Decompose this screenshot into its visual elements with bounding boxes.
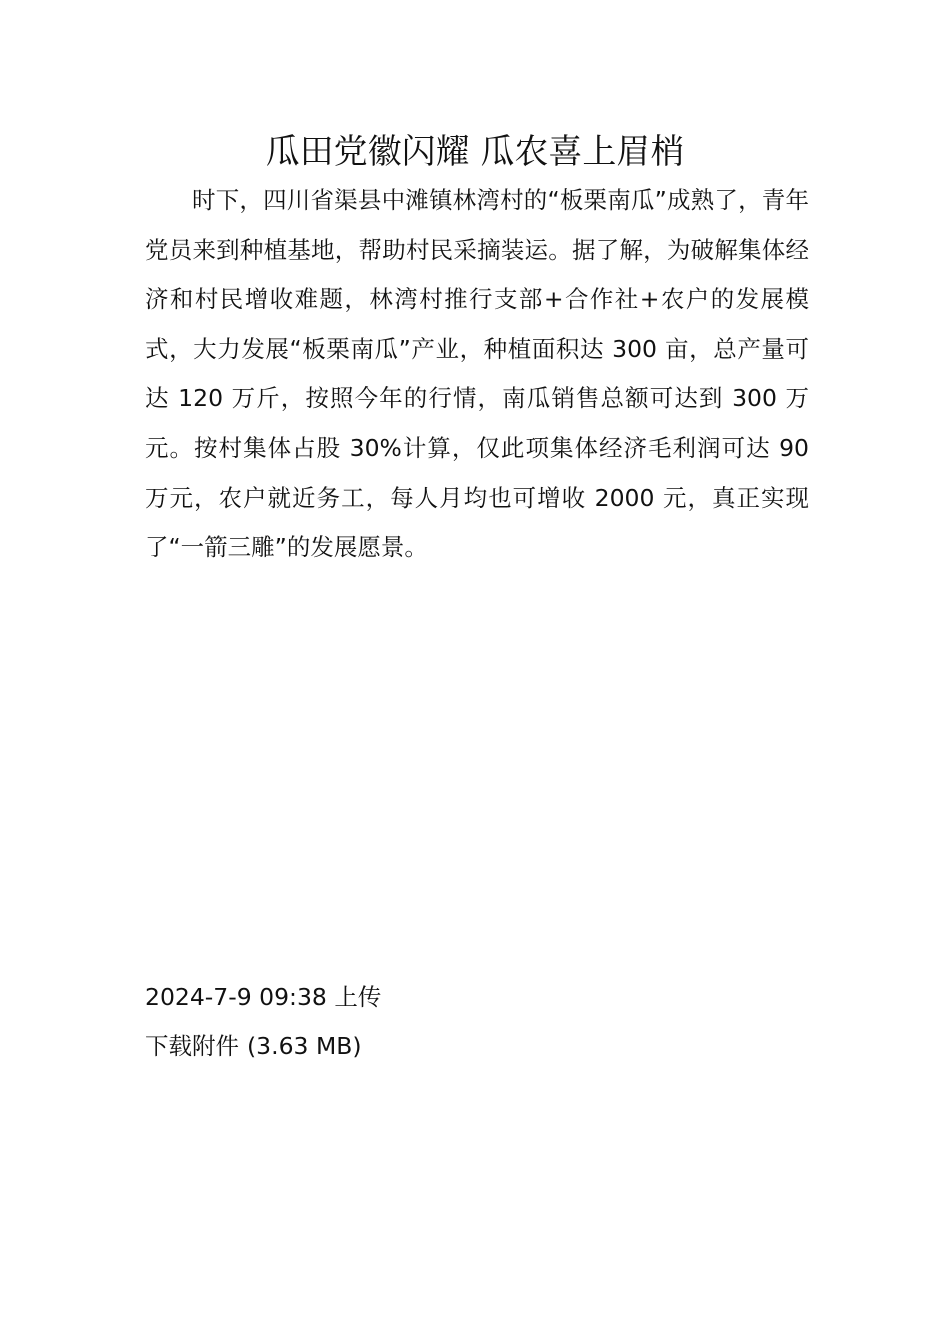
article-title: 瓜田党徽闪耀 瓜农喜上眉梢 <box>265 132 685 172</box>
download-attachment-link[interactable] <box>145 1025 362 1067</box>
upload-timestamp: 2024-7-9 09:38 上传 <box>145 983 382 1011</box>
file-size: (3.63 MB) <box>247 1032 362 1060</box>
download-label[interactable]: 下载附件 <box>145 1032 239 1060</box>
article-body: 时下，四川省渠县中滩镇林湾村的“板栗南瓜”成熟了，青年党员来到种植基地，帮助村民采摘装运。据了解，为破解集体经济和村民增收难题，林湾村推行支部+合作社+农户的发展模式，大力发展“板栗南瓜”产业，种植面积达 300 亩，总产量可达 120 万斤，按照今年的行情，南瓜销售总额可达到 300 万元。按村集体占股 30%计算，仅此项集体经济毛利润可达 90 万元，农户就近务工，每人月均也可增收 2000 元，真正实现了“一箭三雕”的发展愿景。 <box>145 186 809 562</box>
